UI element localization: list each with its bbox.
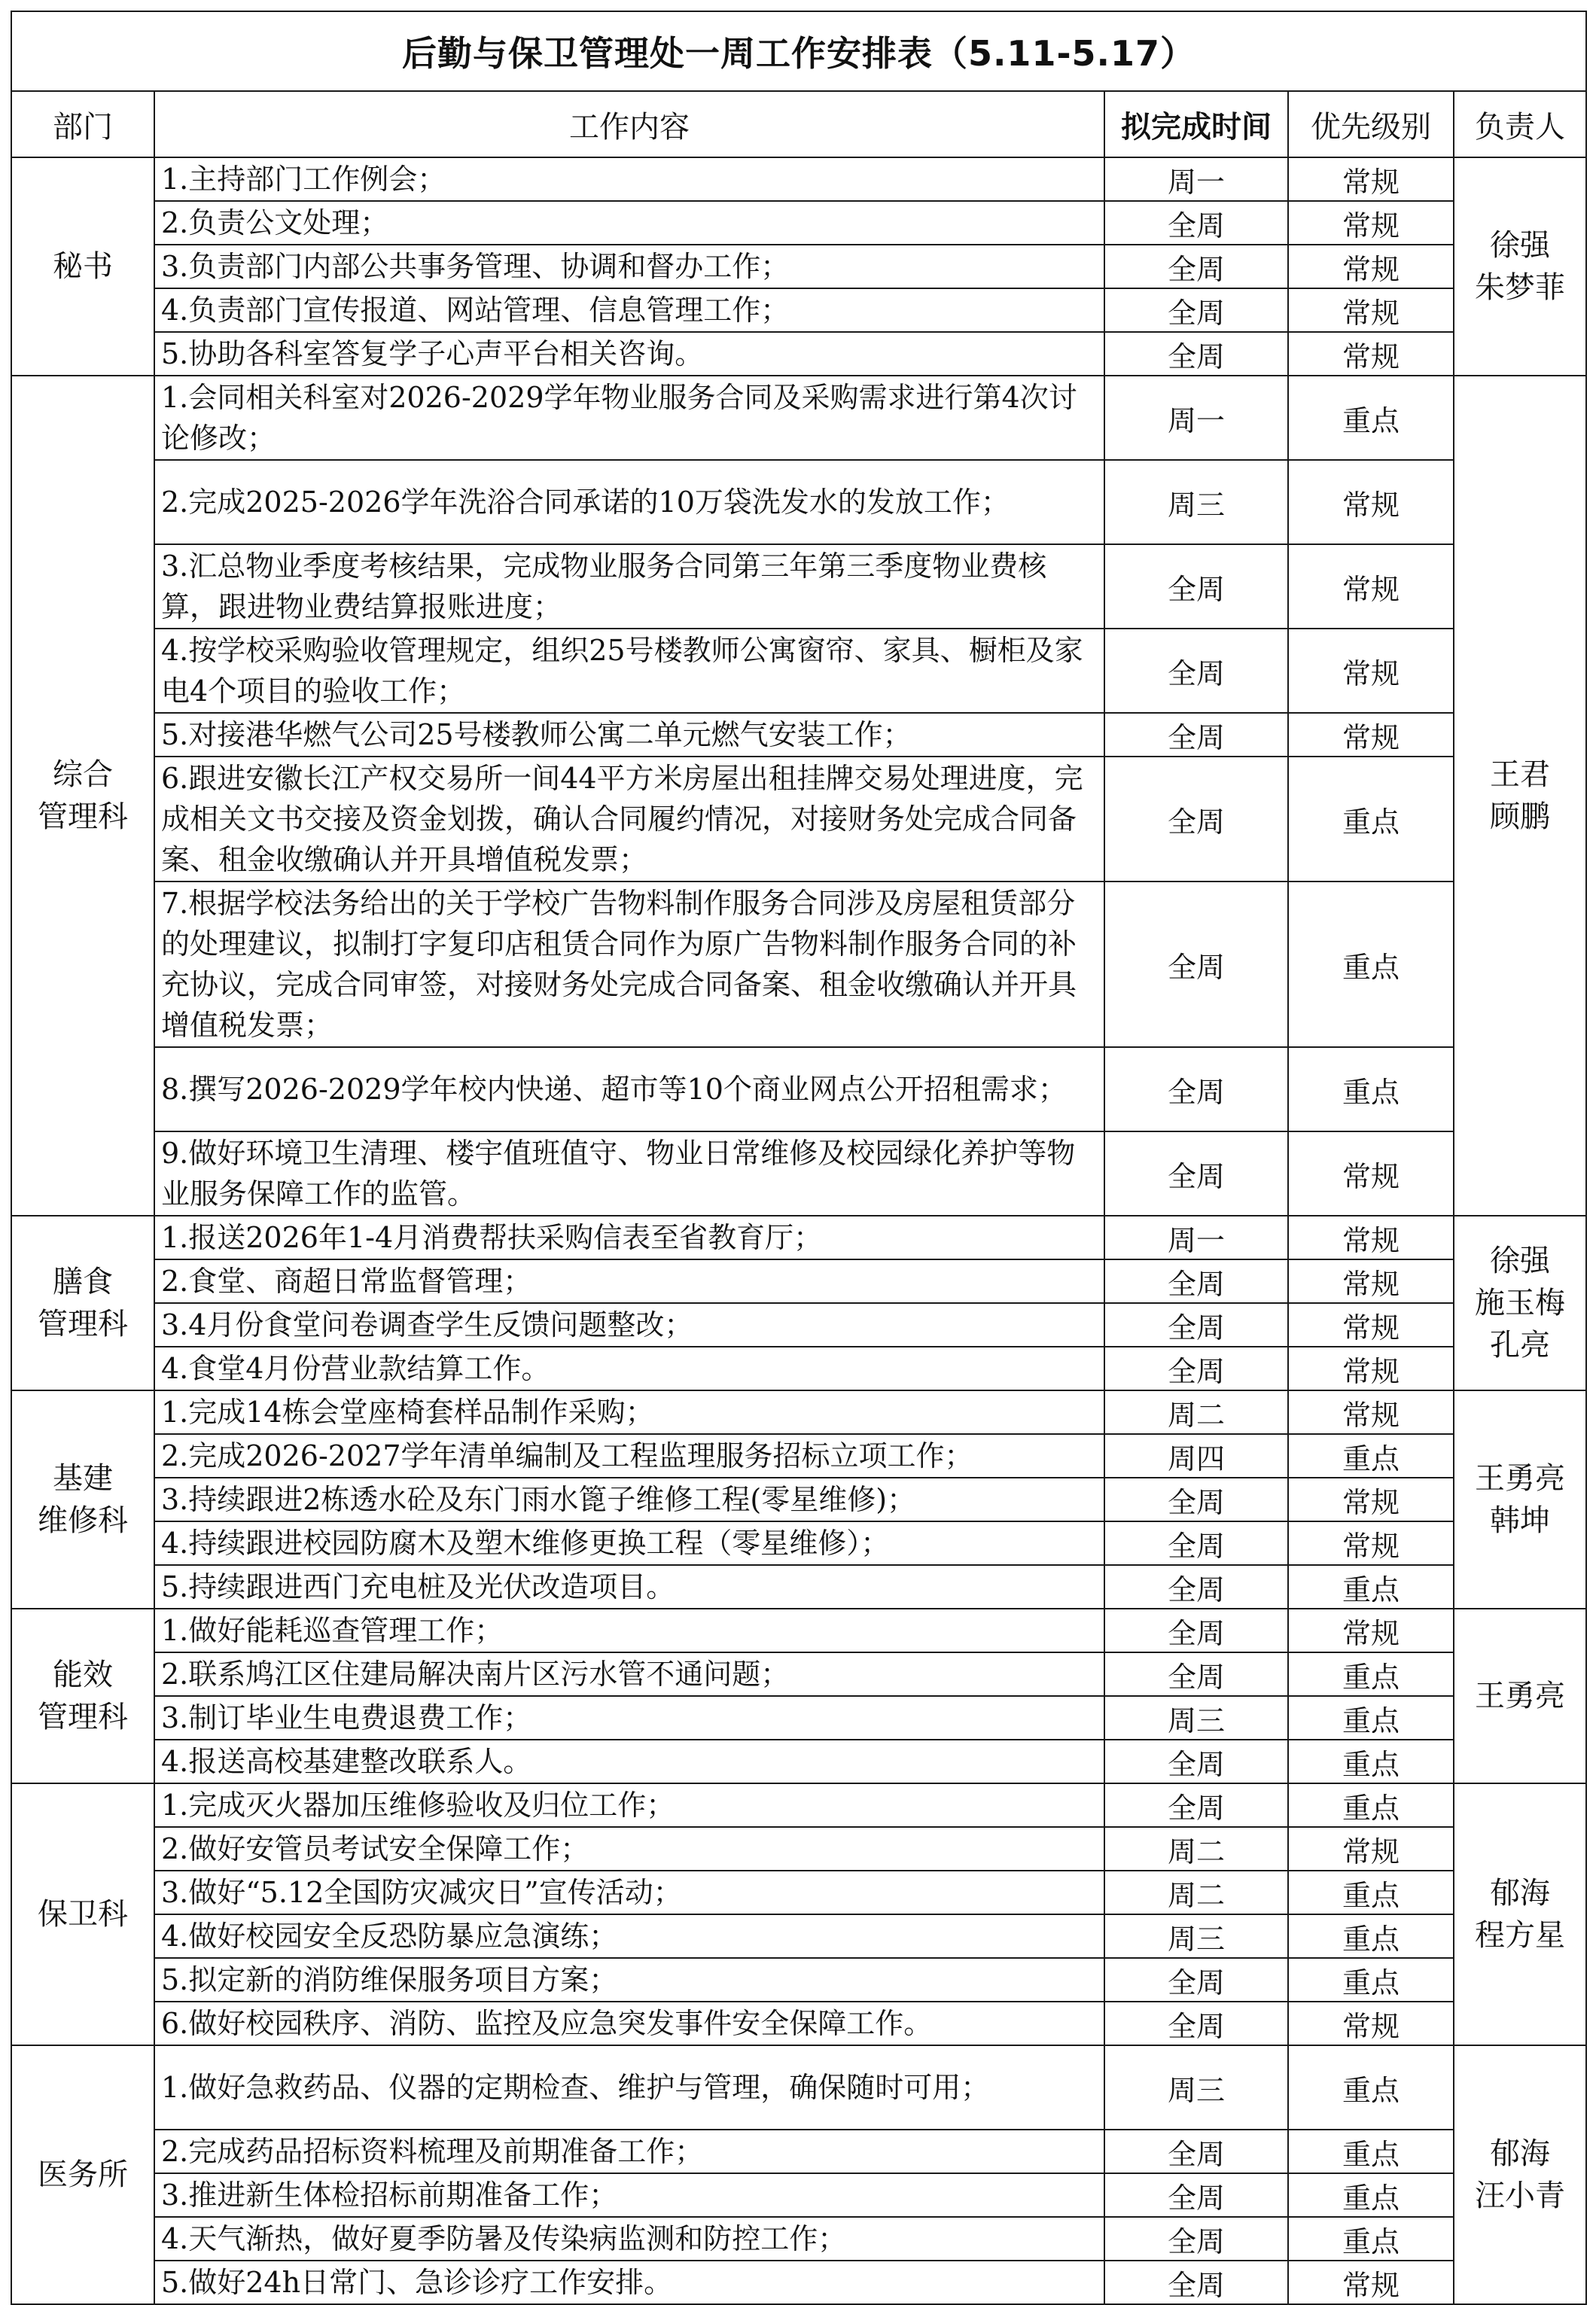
table-row (11, 376, 1586, 460)
priority-cell: 常规 (1288, 288, 1454, 332)
deadline-cell: 全周 (1104, 2002, 1288, 2045)
task-content-cell: 6.做好校园秩序、消防、监控及应急突发事件安全保障工作。 (154, 2002, 1104, 2045)
owner-cell: 郁海 程方星 (1454, 1783, 1586, 2045)
deadline-cell: 全周 (1104, 1565, 1288, 1609)
deadline-cell: 全周 (1104, 757, 1288, 882)
priority-cell: 重点 (1288, 1696, 1454, 1740)
deadline-cell: 周二 (1104, 1390, 1288, 1434)
priority-cell: 常规 (1288, 1609, 1454, 1652)
priority-cell: 重点 (1288, 1434, 1454, 1478)
priority-cell: 常规 (1288, 2261, 1454, 2304)
priority-cell: 常规 (1288, 1478, 1454, 1521)
table-row (11, 2002, 1586, 2045)
priority-cell: 常规 (1288, 1390, 1454, 1434)
priority-cell: 常规 (1288, 1131, 1454, 1216)
dept-cell: 秘书 (11, 157, 154, 376)
owner-cell: 王勇亮 (1454, 1609, 1586, 1783)
table-row (11, 288, 1586, 332)
table-row (11, 2217, 1586, 2261)
deadline-cell: 全周 (1104, 2261, 1288, 2304)
task-content-cell: 2.负责公文处理； (154, 201, 1104, 245)
task-content-cell: 1.做好急救药品、仪器的定期检查、维护与管理，确保随时可用； (154, 2045, 1104, 2130)
task-content-cell: 1.主持部门工作例会； (154, 157, 1104, 201)
task-content-cell: 3.推进新生体检招标前期准备工作； (154, 2173, 1104, 2217)
deadline-cell: 全周 (1104, 1347, 1288, 1390)
task-content-cell: 9.做好环境卫生清理、楼宇值班值守、物业日常维修及校园绿化养护等物业服务保障工作的监管。 (154, 1131, 1104, 1216)
task-content-cell: 2.联系鸠江区住建局解决南片区污水管不通问题； (154, 1652, 1104, 1696)
task-content-cell: 4.天气渐热，做好夏季防暑及传染病监测和防控工作； (154, 2217, 1104, 2261)
priority-cell: 常规 (1288, 245, 1454, 288)
deadline-cell: 周三 (1104, 460, 1288, 544)
deadline-cell: 周一 (1104, 157, 1288, 201)
task-content-cell: 5.拟定新的消防维保服务项目方案； (154, 1958, 1104, 2002)
dept-cell: 医务所 (11, 2045, 154, 2304)
priority-cell: 常规 (1288, 1521, 1454, 1565)
table-row (11, 1609, 1586, 1652)
task-content-cell: 2.完成2025-2026学年洗浴合同承诺的10万袋洗发水的发放工作； (154, 460, 1104, 544)
priority-cell: 常规 (1288, 1303, 1454, 1347)
priority-cell: 重点 (1288, 1740, 1454, 1783)
task-content-cell: 1.会同相关科室对2026-2029学年物业服务合同及采购需求进行第4次讨论修改； (154, 376, 1104, 460)
priority-cell: 常规 (1288, 2002, 1454, 2045)
priority-cell: 重点 (1288, 1871, 1454, 1914)
task-content-cell: 7.根据学校法务给出的关于学校广告物料制作服务合同涉及房屋租赁部分的处理建议，拟制打字复印店租赁合同作为原广告物料制作服务合同的补充协议，完成合同审签，对接财务处完成合同备案、租金收缴确认并开具增值税发票； (154, 882, 1104, 1047)
table-row (11, 1478, 1586, 1521)
task-content-cell: 4.负责部门宣传报道、网站管理、信息管理工作； (154, 288, 1104, 332)
deadline-cell: 全周 (1104, 1740, 1288, 1783)
deadline-cell: 全周 (1104, 245, 1288, 288)
table-row (11, 544, 1586, 629)
table-row (11, 1390, 1586, 1434)
table-title: 后勤与保卫管理处一周工作安排表（5.11-5.17） (11, 11, 1586, 91)
deadline-cell: 周三 (1104, 1696, 1288, 1740)
deadline-cell: 全周 (1104, 629, 1288, 713)
owner-cell: 王勇亮 韩坤 (1454, 1390, 1586, 1609)
priority-cell: 重点 (1288, 882, 1454, 1047)
deadline-cell: 全周 (1104, 1958, 1288, 2002)
dept-cell: 膳食 管理科 (11, 1216, 154, 1390)
deadline-cell: 周四 (1104, 1434, 1288, 1478)
priority-cell: 常规 (1288, 544, 1454, 629)
owner-cell: 郁海 汪小青 (1454, 2045, 1586, 2304)
table-row (11, 1914, 1586, 1958)
table-row (11, 757, 1586, 882)
table-row (11, 1783, 1586, 1827)
priority-cell: 常规 (1288, 157, 1454, 201)
task-content-cell: 3.做好“5.12全国防灾减灾日”宣传活动； (154, 1871, 1104, 1914)
table-row (11, 1740, 1586, 1783)
deadline-cell: 全周 (1104, 713, 1288, 757)
table-row (11, 2261, 1586, 2304)
table-row (11, 713, 1586, 757)
deadline-cell: 全周 (1104, 201, 1288, 245)
header-content: 工作内容 (154, 91, 1104, 157)
table-row (11, 332, 1586, 376)
task-content-cell: 3.汇总物业季度考核结果，完成物业服务合同第三年第三季度物业费核算，跟进物业费结算报账进度； (154, 544, 1104, 629)
task-content-cell: 5.协助各科室答复学子心声平台相关咨询。 (154, 332, 1104, 376)
dept-cell: 基建 维修科 (11, 1390, 154, 1609)
task-content-cell: 2.完成2026-2027学年清单编制及工程监理服务招标立项工作； (154, 1434, 1104, 1478)
table-row (11, 157, 1586, 201)
table-row (11, 629, 1586, 713)
priority-cell: 重点 (1288, 1958, 1454, 2002)
task-content-cell: 5.对接港华燃气公司25号楼教师公寓二单元燃气安装工作； (154, 713, 1104, 757)
task-content-cell: 6.跟进安徽长江产权交易所一间44平方米房屋出租挂牌交易处理进度，完成相关文书交接及资金划拨，确认合同履约情况，对接财务处完成合同备案、租金收缴确认并开具增值税发票； (154, 757, 1104, 882)
table-row (11, 2045, 1586, 2130)
deadline-cell: 周二 (1104, 1827, 1288, 1871)
deadline-cell: 全周 (1104, 2130, 1288, 2173)
deadline-cell: 周一 (1104, 376, 1288, 460)
deadline-cell: 全周 (1104, 2173, 1288, 2217)
task-content-cell: 4.报送高校基建整改联系人。 (154, 1740, 1104, 1783)
table-row (11, 201, 1586, 245)
table-row (11, 1216, 1586, 1259)
priority-cell: 常规 (1288, 1259, 1454, 1303)
task-content-cell: 1.完成灭火器加压维修验收及归位工作； (154, 1783, 1104, 1827)
deadline-cell: 全周 (1104, 1131, 1288, 1216)
header-owner: 负责人 (1454, 91, 1586, 157)
task-content-cell: 3.4月份食堂问卷调查学生反馈问题整改； (154, 1303, 1104, 1347)
deadline-cell: 全周 (1104, 1259, 1288, 1303)
deadline-cell: 周一 (1104, 1216, 1288, 1259)
table-row (11, 1696, 1586, 1740)
task-content-cell: 2.完成药品招标资料梳理及前期准备工作； (154, 2130, 1104, 2173)
task-content-cell: 5.持续跟进西门充电桩及光伏改造项目。 (154, 1565, 1104, 1609)
work-schedule-table (11, 11, 1587, 2305)
priority-cell: 重点 (1288, 2045, 1454, 2130)
header-priority: 优先级别 (1288, 91, 1454, 157)
priority-cell: 重点 (1288, 1565, 1454, 1609)
deadline-cell: 全周 (1104, 1303, 1288, 1347)
priority-cell: 常规 (1288, 1827, 1454, 1871)
dept-cell: 综合 管理科 (11, 376, 154, 1216)
table-row (11, 1259, 1586, 1303)
table-row (11, 2130, 1586, 2173)
priority-cell: 重点 (1288, 376, 1454, 460)
table-row (11, 1347, 1586, 1390)
priority-cell: 重点 (1288, 2217, 1454, 2261)
task-content-cell: 4.按学校采购验收管理规定，组织25号楼教师公寓窗帘、家具、橱柜及家电4个项目的验收工作； (154, 629, 1104, 713)
table-row (11, 2173, 1586, 2217)
dept-cell: 能效 管理科 (11, 1609, 154, 1783)
priority-cell: 常规 (1288, 201, 1454, 245)
task-content-cell: 1.完成14栋会堂座椅套样品制作采购； (154, 1390, 1104, 1434)
priority-cell: 常规 (1288, 1347, 1454, 1390)
deadline-cell: 全周 (1104, 2217, 1288, 2261)
deadline-cell: 全周 (1104, 332, 1288, 376)
priority-cell: 常规 (1288, 1216, 1454, 1259)
deadline-cell: 全周 (1104, 1521, 1288, 1565)
owner-cell: 王君 顾鹏 (1454, 376, 1586, 1216)
deadline-cell: 全周 (1104, 288, 1288, 332)
deadline-cell: 全周 (1104, 544, 1288, 629)
deadline-cell: 全周 (1104, 1783, 1288, 1827)
owner-cell: 徐强 朱梦菲 (1454, 157, 1586, 376)
priority-cell: 重点 (1288, 2130, 1454, 2173)
task-content-cell: 2.食堂、商超日常监督管理； (154, 1259, 1104, 1303)
priority-cell: 重点 (1288, 1783, 1454, 1827)
task-content-cell: 4.做好校园安全反恐防暴应急演练； (154, 1914, 1104, 1958)
task-content-cell: 3.制订毕业生电费退费工作； (154, 1696, 1104, 1740)
priority-cell: 常规 (1288, 332, 1454, 376)
table-row (11, 1827, 1586, 1871)
priority-cell: 重点 (1288, 757, 1454, 882)
table-row (11, 1131, 1586, 1216)
task-content-cell: 4.持续跟进校园防腐木及塑木维修更换工程（零星维修）； (154, 1521, 1104, 1565)
priority-cell: 常规 (1288, 460, 1454, 544)
task-content-cell: 1.报送2026年1-4月消费帮扶采购信表至省教育厅； (154, 1216, 1104, 1259)
deadline-cell: 周三 (1104, 1914, 1288, 1958)
priority-cell: 常规 (1288, 629, 1454, 713)
deadline-cell: 全周 (1104, 1047, 1288, 1131)
table-row (11, 1303, 1586, 1347)
header-row (11, 91, 1586, 157)
header-dept: 部门 (11, 91, 154, 157)
task-content-cell: 8.撰写2026-2029学年校内快递、超市等10个商业网点公开招租需求； (154, 1047, 1104, 1131)
priority-cell: 重点 (1288, 2173, 1454, 2217)
table-row (11, 882, 1586, 1047)
table-row (11, 1958, 1586, 2002)
task-content-cell: 2.做好安管员考试安全保障工作； (154, 1827, 1104, 1871)
owner-cell: 徐强 施玉梅 孔亮 (1454, 1216, 1586, 1390)
priority-cell: 重点 (1288, 1652, 1454, 1696)
table-body (11, 157, 1586, 2304)
task-content-cell: 4.食堂4月份营业款结算工作。 (154, 1347, 1104, 1390)
deadline-cell: 全周 (1104, 1478, 1288, 1521)
priority-cell: 常规 (1288, 713, 1454, 757)
table-row (11, 1434, 1586, 1478)
task-content-cell: 3.持续跟进2栋透水砼及东门雨水篦子维修工程(零星维修)； (154, 1478, 1104, 1521)
deadline-cell: 全周 (1104, 1652, 1288, 1696)
deadline-cell: 周三 (1104, 2045, 1288, 2130)
table-row (11, 1521, 1586, 1565)
table-row (11, 460, 1586, 544)
task-content-cell: 3.负责部门内部公共事务管理、协调和督办工作； (154, 245, 1104, 288)
task-content-cell: 1.做好能耗巡查管理工作； (154, 1609, 1104, 1652)
header-deadline: 拟完成时间 (1104, 91, 1288, 157)
dept-cell: 保卫科 (11, 1783, 154, 2045)
table-row (11, 1652, 1586, 1696)
priority-cell: 重点 (1288, 1047, 1454, 1131)
table-row (11, 1871, 1586, 1914)
deadline-cell: 全周 (1104, 1609, 1288, 1652)
table-row (11, 1047, 1586, 1131)
deadline-cell: 周二 (1104, 1871, 1288, 1914)
table-row (11, 245, 1586, 288)
priority-cell: 重点 (1288, 1914, 1454, 1958)
table-row (11, 1565, 1586, 1609)
task-content-cell: 5.做好24h日常门、急诊诊疗工作安排。 (154, 2261, 1104, 2304)
deadline-cell: 全周 (1104, 882, 1288, 1047)
